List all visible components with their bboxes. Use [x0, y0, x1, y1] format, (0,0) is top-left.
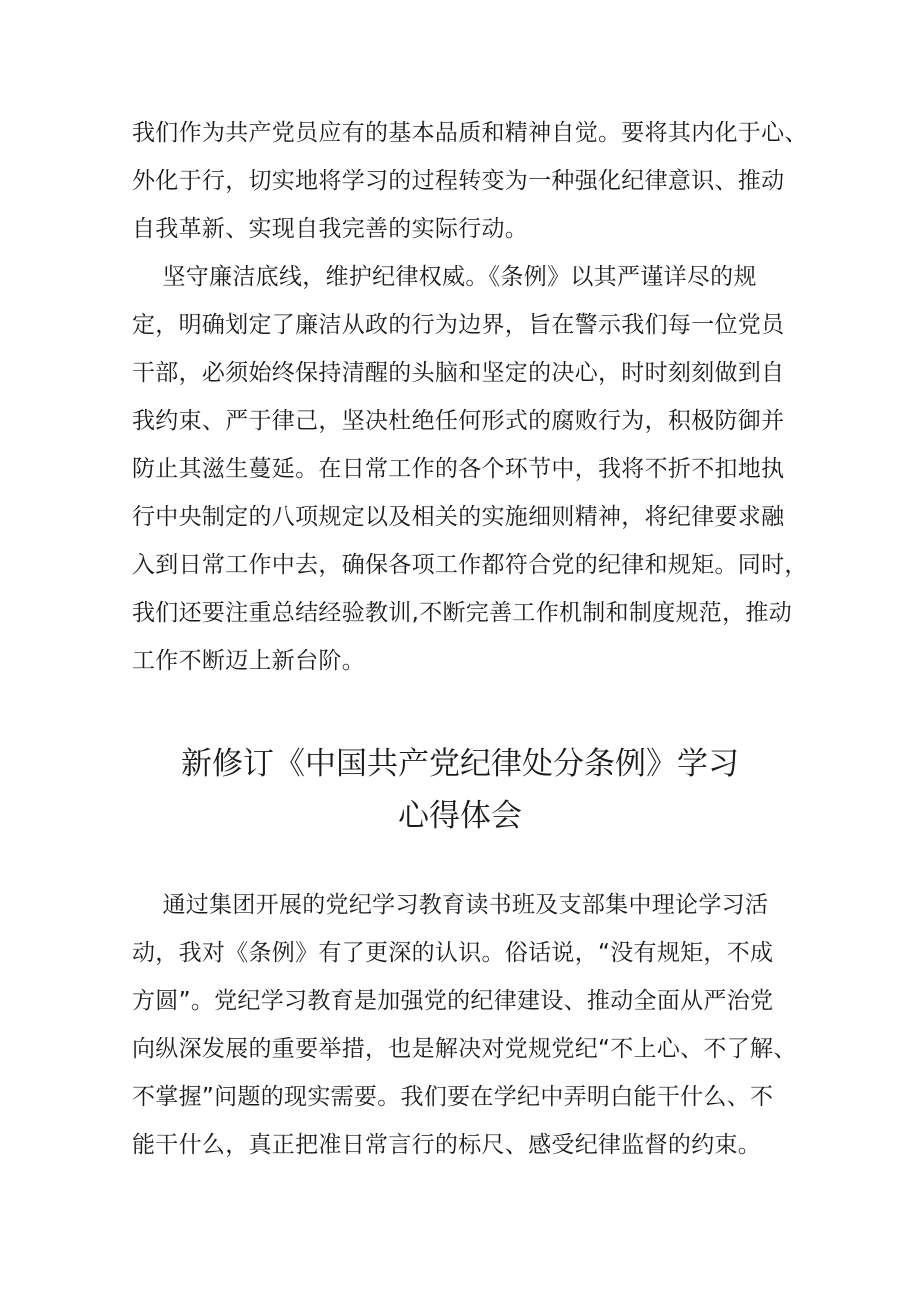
title-line-1: 新修订《中国共产党纪律处分条例》学习	[181, 746, 739, 782]
paragraph-2-line-4: 我约束、严于律己，坚决杜绝任何形式的腐败行为，积极防御并	[132, 408, 785, 434]
paragraph-2-line-5: 防止其滋生蔓延。在日常工作的各个环节中，我将不折不扣地执	[132, 456, 785, 482]
paragraph-3-line-1: 通过集团开展的党纪学习教育读书班及支部集中理论学习活	[132, 892, 769, 918]
paragraph-2-line-2: 定，明确划定了廉洁从政的行为边界，旨在警示我们每一位党员	[132, 312, 785, 338]
paragraph-3-line-3: 方圆”。党纪学习教育是加强党的纪律建设、推动全面从严治党	[132, 988, 774, 1014]
paragraph-3-line-2: 动，我对《条例》有了更深的认识。俗话说，“没有规矩，不成	[132, 940, 774, 966]
paragraph-2-line-1: 坚守廉洁底线，维护纪律权威。《条例》以其严谨详尽的规	[132, 264, 757, 290]
paragraph-3-line-5: 不掌握”问题的现实需要。我们要在学纪中弄明白能干什么、不	[132, 1084, 774, 1110]
paragraph-2-line-8: 我们还要注重总结经验教训,不断完善工作机制和制度规范，推动	[132, 600, 793, 626]
paragraph-2-line-7: 入到日常工作中去，确保各项工作都符合党的纪律和规矩。同时，	[132, 552, 808, 578]
paragraph-1-line-3: 自我革新、实现自我完善的实际行动。	[132, 216, 529, 242]
paragraph-3-line-4: 向纵深发展的重要举措，也是解决对党规党纪“不上心、不了解、	[132, 1036, 797, 1062]
paragraph-2-line-6: 行中央制定的八项规定以及相关的实施细则精神，将纪律要求融	[132, 504, 785, 530]
paragraph-3-line-6: 能干什么，真正把准日常言行的标尺、感受纪律监督的约束。	[132, 1132, 762, 1158]
title-line-2: 心得体会	[398, 798, 522, 834]
paragraph-2-line-9: 工作不断迈上新台阶。	[132, 648, 365, 674]
paragraph-2-line-3: 干部，必须始终保持清醒的头脑和坚定的决心，时时刻刻做到自	[132, 360, 785, 386]
paragraph-1-line-2: 外化于行，切实地将学习的过程转变为一种强化纪律意识、推动	[132, 168, 785, 194]
paragraph-1-line-1: 我们作为共产党员应有的基本品质和精神自觉。要将其内化于心、	[132, 120, 808, 146]
